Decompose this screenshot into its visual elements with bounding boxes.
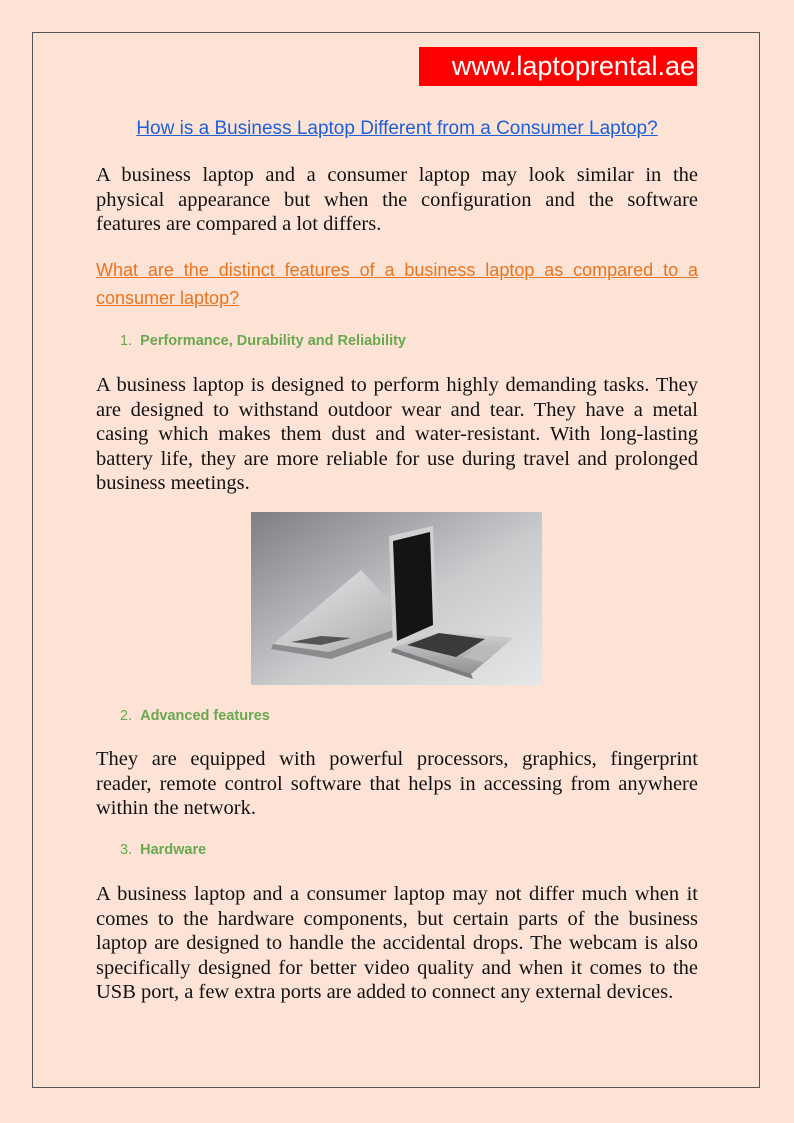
- section-body-2: They are equipped with powerful processors, graphics, fingerprint reader, remote control software that helps in accessing from anywhere within the network.: [96, 748, 698, 819]
- page-title: How is a Business Laptop Different from a Consumer Laptop?: [136, 118, 658, 139]
- section-heading-1: [120, 331, 406, 351]
- section-heading-label: Advanced features: [140, 708, 270, 724]
- intro-paragraph: A business laptop and a consumer laptop may look similar in the physical appearance but when the configuration and the software features are compared a lot differs.: [96, 164, 698, 235]
- section-heading-label: Hardware: [140, 842, 207, 858]
- section-number: 1.: [120, 333, 133, 349]
- laptops-photo: [251, 512, 542, 685]
- section-body-3: A business laptop and a consumer laptop may not differ much when it comes to the hardware components, but certain parts of the business laptop are designed to handle the accidental drops. The webcam is also specifically designed for better video quality and when it comes to the USB port, a few extra ports are added to connect any external devices.: [96, 883, 698, 1003]
- section-heading-2: [120, 706, 270, 726]
- section-number: 3.: [120, 842, 133, 858]
- section-heading-3: [120, 840, 206, 860]
- section-body-1: A business laptop is designed to perform highly demanding tasks. They are designed to withstand outdoor wear and tear. They have a metal casing which makes them dust and water-resistant. With long-lasting battery life, they are more reliable for use during travel and prolonged business meetings.: [96, 374, 698, 494]
- section-number: 2.: [120, 708, 133, 724]
- site-url-badge[interactable]: www.laptoprental.ae: [419, 47, 697, 86]
- section-heading-label: Performance, Durability and Reliability: [140, 333, 407, 349]
- subheading: What are the distinct features of a business laptop as compared to a consumer laptop?: [96, 260, 698, 308]
